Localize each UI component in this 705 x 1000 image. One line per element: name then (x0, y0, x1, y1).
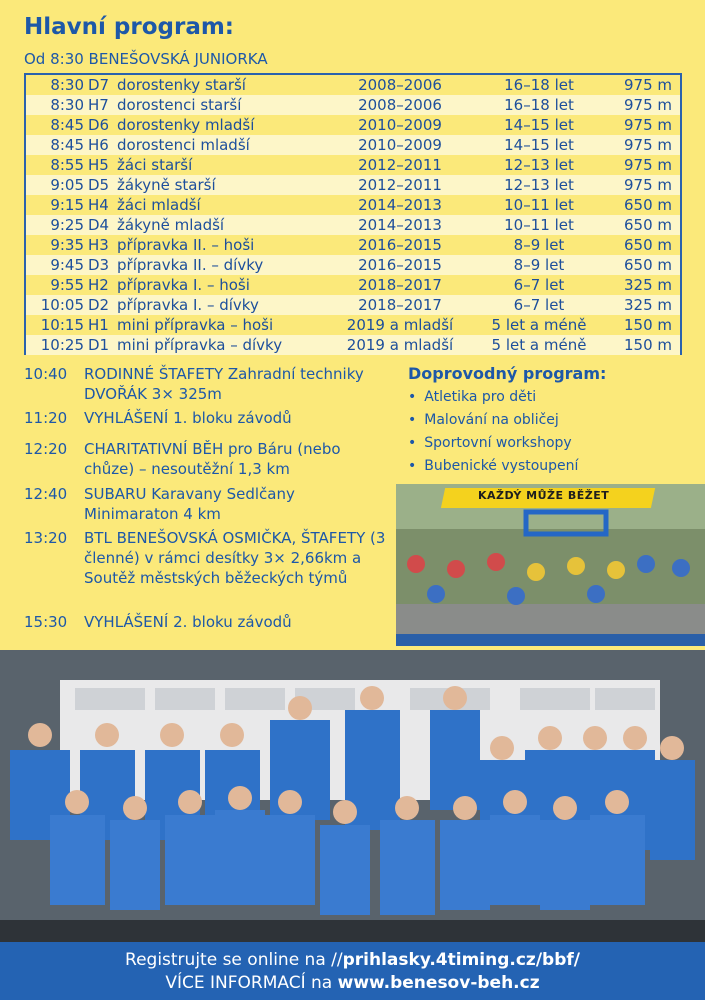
schedule-code: H4 (88, 196, 109, 214)
schedule-distance: 650 m (623, 236, 672, 254)
page-title: Hlavní program: (24, 14, 235, 40)
schedule-category: žáci starší (117, 156, 193, 174)
event-time: 13:20 (24, 529, 68, 547)
event-time: 15:30 (24, 613, 68, 631)
schedule-distance: 325 m (623, 276, 672, 294)
schedule-row (26, 75, 680, 95)
schedule-code: H3 (88, 236, 109, 254)
schedule-time: 9:55 (50, 276, 84, 294)
schedule-time: 8:45 (50, 116, 84, 134)
schedule-row (26, 255, 680, 275)
schedule-distance: 975 m (623, 76, 672, 94)
side-program-item: • Malování na obličej (408, 409, 578, 432)
schedule-distance: 650 m (623, 256, 672, 274)
schedule-age: 10–11 let (504, 196, 574, 214)
kids-race-photo (396, 484, 705, 646)
schedule-row (26, 295, 680, 315)
schedule-code: H7 (88, 96, 109, 114)
schedule-years: 2016–2015 (358, 256, 442, 274)
schedule-age: 5 let a méně (491, 336, 587, 354)
schedule-time: 9:45 (50, 256, 84, 274)
team-group-photo (0, 650, 705, 942)
schedule-category: žákyně mladší (117, 216, 225, 234)
schedule-row (26, 215, 680, 235)
event-description: SUBARU Karavany Sedlčany Minimaraton 4 km (84, 485, 295, 523)
schedule-age: 5 let a méně (491, 316, 587, 334)
schedule-category: dorostenky starší (117, 76, 246, 94)
schedule-distance: 975 m (623, 96, 672, 114)
schedule-code: H2 (88, 276, 109, 294)
kids-race-banner: KAŽDÝ MŮŽE BĚŽET (478, 489, 610, 502)
schedule-code: H1 (88, 316, 109, 334)
schedule-row (26, 115, 680, 135)
side-program-item: • Atletika pro děti (408, 386, 578, 409)
schedule-code: D3 (88, 256, 110, 274)
event-description: RODINNÉ ŠTAFETY Zahradní techniky DVOŘÁK 3× 325m (84, 365, 364, 403)
event-description: CHARITATIVNÍ BĚH pro Báru (nebo chůze) – nesoutěžní 1,3 km (84, 440, 341, 478)
event-time: 12:20 (24, 440, 68, 458)
schedule-years: 2012–2011 (358, 176, 442, 194)
schedule-category: přípravka I. – dívky (117, 296, 259, 314)
schedule-row (26, 235, 680, 255)
schedule-distance: 150 m (623, 316, 672, 334)
schedule-row (26, 135, 680, 155)
schedule-row (26, 335, 680, 355)
footer-bar (0, 942, 705, 1000)
side-program-list (408, 386, 578, 478)
schedule-time: 8:30 (50, 76, 84, 94)
schedule-row (26, 275, 680, 295)
schedule-code: D6 (88, 116, 110, 134)
schedule-years: 2014–2013 (358, 216, 442, 234)
schedule-category: žákyně starší (117, 176, 216, 194)
event-time: 12:40 (24, 485, 68, 503)
schedule-time: 8:55 (50, 156, 84, 174)
schedule-category: přípravka I. – hoši (117, 276, 250, 294)
schedule-row (26, 95, 680, 115)
schedule-time: 9:05 (50, 176, 84, 194)
schedule-age: 10–11 let (504, 216, 574, 234)
schedule-time: 8:30 (50, 96, 84, 114)
schedule-age: 16–18 let (504, 76, 574, 94)
schedule-code: D2 (88, 296, 110, 314)
info-line (0, 973, 705, 993)
side-program-item: • Bubenické vystoupení (408, 455, 578, 478)
schedule-time: 9:35 (50, 236, 84, 254)
schedule-age: 12–13 let (504, 176, 574, 194)
schedule-years: 2018–2017 (358, 276, 442, 294)
info-link[interactable]: www.benesov-beh.cz (337, 973, 540, 993)
registration-line (0, 950, 705, 970)
schedule-time: 9:15 (50, 196, 84, 214)
schedule-age: 6–7 let (513, 296, 565, 314)
schedule-years: 2010–2009 (358, 136, 442, 154)
schedule-code: D4 (88, 216, 110, 234)
schedule-years: 2012–2011 (358, 156, 442, 174)
schedule-row (26, 315, 680, 335)
event-description: VYHLÁŠENÍ 2. bloku závodů (84, 613, 292, 631)
schedule-row (26, 195, 680, 215)
event-description: VYHLÁŠENÍ 1. bloku závodů (84, 409, 292, 427)
schedule-age: 12–13 let (504, 156, 574, 174)
schedule-years: 2019 a mladší (346, 316, 454, 334)
schedule-distance: 150 m (623, 336, 672, 354)
schedule-age: 16–18 let (504, 96, 574, 114)
info-prefix: VÍCE INFORMACÍ na (165, 973, 338, 993)
schedule-category: přípravka II. – hoši (117, 236, 255, 254)
schedule-code: D7 (88, 76, 110, 94)
schedule-time: 8:45 (50, 136, 84, 154)
schedule-row (26, 175, 680, 195)
team-group-photo-illustration (0, 650, 705, 942)
schedule-age: 8–9 let (513, 236, 565, 254)
schedule-category: žáci mladší (117, 196, 201, 214)
schedule-years: 2008–2006 (358, 76, 442, 94)
event-time: 10:40 (24, 365, 68, 383)
schedule-code: D1 (88, 336, 110, 354)
event-description: BTL BENEŠOVSKÁ OSMIČKA, ŠTAFETY (3 členné) v rámci desítky 3× 2,66km a Soutěž městských běžeckých týmů (84, 529, 386, 587)
schedule-years: 2019 a mladší (346, 336, 454, 354)
schedule-time: 10:05 (40, 296, 84, 314)
schedule-time: 10:25 (40, 336, 84, 354)
schedule-category: mini přípravka – dívky (117, 336, 283, 354)
schedule-distance: 650 m (623, 216, 672, 234)
registration-link[interactable]: prihlasky.4timing.cz/bbf/ (342, 950, 580, 970)
schedule-code: H5 (88, 156, 109, 174)
schedule-code: D5 (88, 176, 110, 194)
schedule-distance: 975 m (623, 116, 672, 134)
schedule-category: přípravka II. – dívky (117, 256, 264, 274)
side-program-item: • Sportovní workshopy (408, 432, 578, 455)
schedule-distance: 975 m (623, 156, 672, 174)
schedule-subtitle: Od 8:30 BENEŠOVSKÁ JUNIORKA (24, 50, 268, 68)
schedule-distance: 975 m (623, 136, 672, 154)
schedule-age: 14–15 let (504, 136, 574, 154)
schedule-age: 6–7 let (513, 276, 565, 294)
schedule-category: dorostenci mladší (117, 136, 250, 154)
schedule-code: H6 (88, 136, 109, 154)
schedule-distance: 325 m (623, 296, 672, 314)
schedule-table (24, 73, 682, 355)
schedule-distance: 650 m (623, 196, 672, 214)
schedule-category: dorostenky mladší (117, 116, 255, 134)
kids-race-photo-illustration (396, 484, 705, 646)
schedule-age: 8–9 let (513, 256, 565, 274)
schedule-years: 2018–2017 (358, 296, 442, 314)
schedule-years: 2014–2013 (358, 196, 442, 214)
schedule-years: 2010–2009 (358, 116, 442, 134)
schedule-row (26, 155, 680, 175)
side-program-title: Doprovodný program: (408, 364, 607, 383)
event-time: 11:20 (24, 409, 68, 427)
schedule-distance: 975 m (623, 176, 672, 194)
schedule-category: dorostenci starší (117, 96, 242, 114)
schedule-time: 10:15 (40, 316, 84, 334)
registration-prefix: Registrujte se online na // (125, 950, 343, 970)
schedule-years: 2016–2015 (358, 236, 442, 254)
schedule-category: mini přípravka – hoši (117, 316, 274, 334)
schedule-years: 2008–2006 (358, 96, 442, 114)
schedule-time: 9:25 (50, 216, 84, 234)
schedule-age: 14–15 let (504, 116, 574, 134)
